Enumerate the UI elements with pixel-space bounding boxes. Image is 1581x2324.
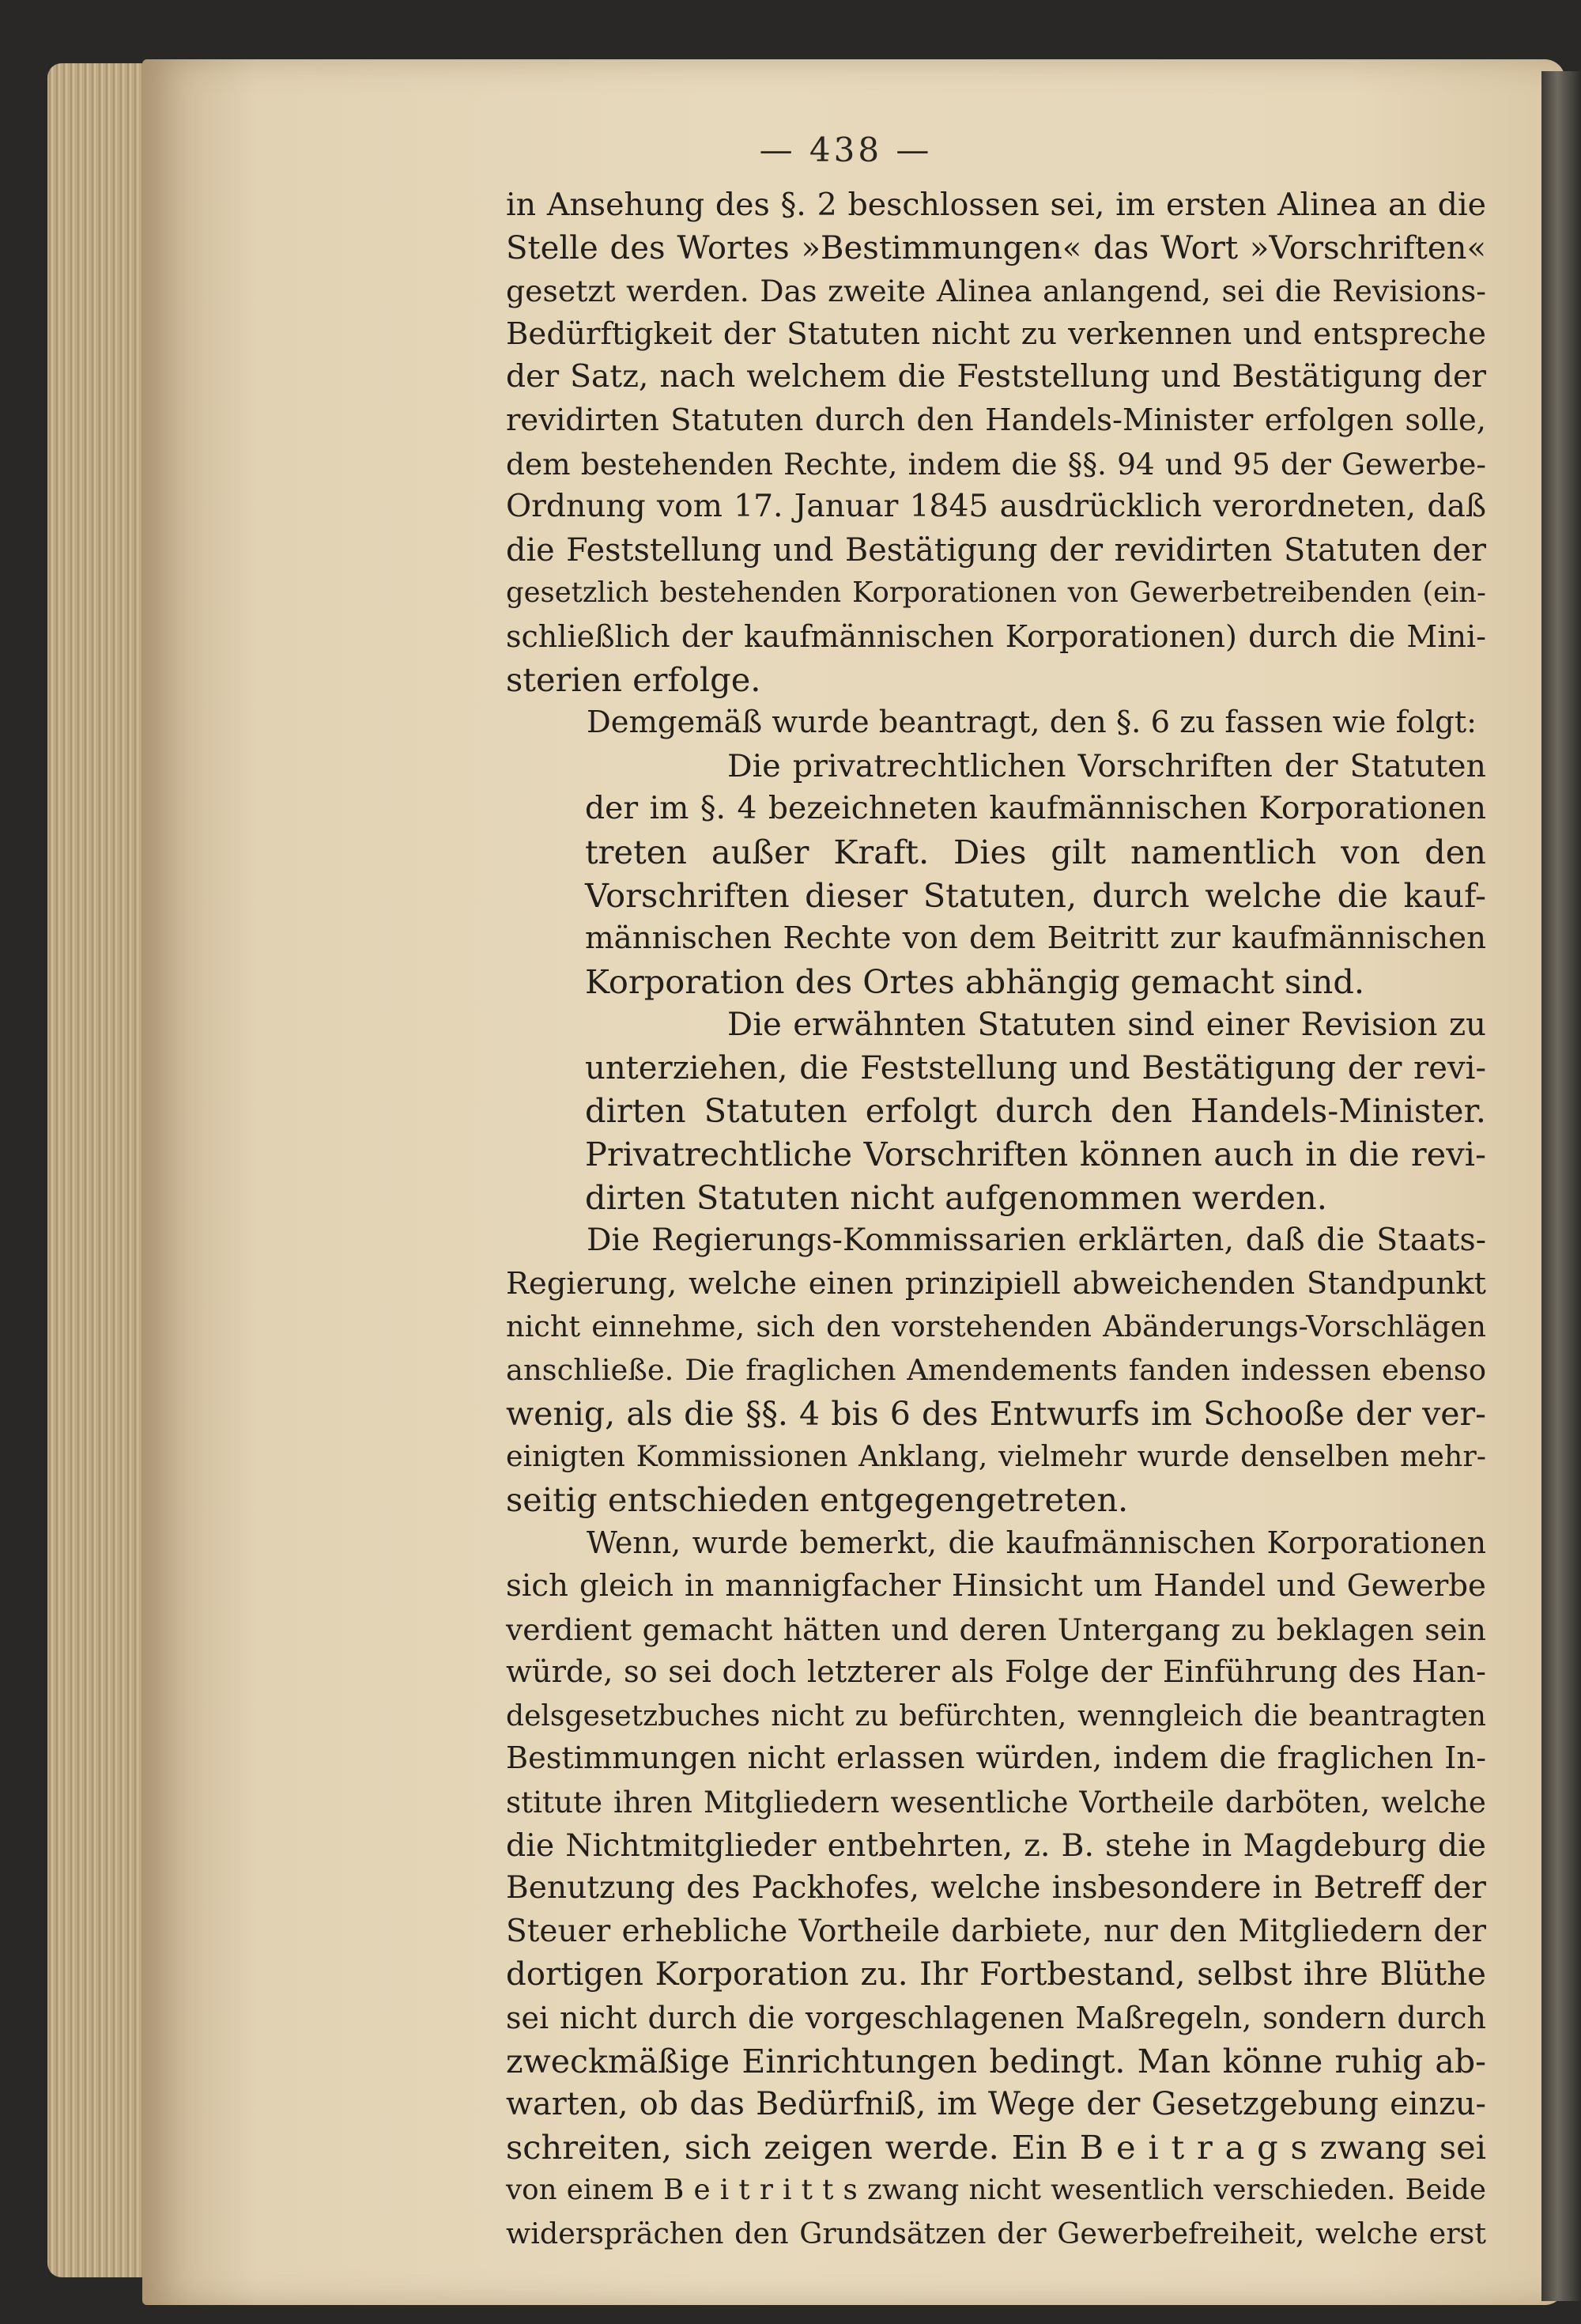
text-line: Bestimmungen nicht erlassen würden, indem die fraglichen In-	[506, 1740, 1486, 1777]
text-line: sich gleich in mannigfacher Hinsicht um Handel und Gewerbe	[506, 1568, 1486, 1604]
text-line: Regierung, welche einen prinzipiell abweichenden Standpunkt	[506, 1265, 1486, 1302]
text-line: der Satz, nach welchem die Feststellung und Bestätigung der	[506, 359, 1486, 395]
text-line: einigten Kommissionen Anklang, vielmehr wurde denselben mehr-	[506, 1439, 1486, 1474]
quoted-line: Privatrechtliche Vorschriften können auch in die revi-	[585, 1135, 1486, 1174]
text-line: Steuer erhebliche Vortheile darbiete, nur den Mitgliedern der	[506, 1913, 1486, 1949]
text-line: anschließe. Die fraglichen Amendements fanden indessen ebenso	[506, 1353, 1486, 1388]
text-line: stitute ihren Mitgliedern wesentliche Vortheile darböten, welche	[506, 1784, 1486, 1820]
body-text	[506, 183, 1486, 2256]
page-number: — 438 —	[759, 130, 933, 169]
quoted-line: dirten Statuten erfolgt durch den Handels-Minister.	[585, 1091, 1486, 1131]
quoted-line: Vorschriften dieser Statuten, durch welche die kauf-	[585, 875, 1486, 915]
paragraph-start-line: Wenn, wurde bemerkt, die kaufmännischen Korporationen	[587, 1525, 1486, 1561]
text-line: sterien erfolge.	[506, 659, 761, 699]
text-line: widersprächen den Grundsätzen der Gewerbefreiheit, welche erst	[506, 2216, 1486, 2250]
page-header	[0, 130, 1581, 169]
text-line: nicht einnehme, sich den vorstehenden Abänderungs-Vorschlägen	[506, 1309, 1486, 1344]
text-line: verdient gemacht hätten und deren Untergang zu beklagen sein	[506, 1612, 1486, 1647]
paragraph-start-line: Demgemäß wurde beantragt, den §. 6 zu fassen wie folgt:	[587, 705, 1477, 741]
text-line: gesetzlich bestehenden Korporationen von Gewerbetreibenden (ein-	[506, 576, 1486, 610]
text-line: Benutzung des Packhofes, welche insbesondere in Betreff der	[506, 1870, 1486, 1906]
text-line: schreiten, sich zeigen werde. Ein B e i t r a g s zwang sei	[506, 2127, 1486, 2167]
text-line: zweckmäßige Einrichtungen bedingt. Man könne ruhig ab-	[506, 2042, 1486, 2080]
text-line: Ordnung vom 17. Januar 1845 ausdrücklich verordneten, daß	[506, 489, 1486, 525]
quoted-line: unterziehen, die Feststellung und Bestätigung der revi-	[585, 1049, 1486, 1086]
facing-page-edge	[1541, 71, 1581, 2301]
quoted-line: der im §. 4 bezeichneten kaufmännischen Korporationen	[585, 791, 1486, 827]
text-line: die Feststellung und Bestätigung der revidirten Statuten der	[506, 531, 1486, 569]
text-line: revidirten Statuten durch den Handels-Minister erfolgen solle,	[506, 402, 1486, 438]
quoted-line: treten außer Kraft. Dies gilt namentlich von den	[585, 832, 1486, 871]
text-line: warten, ob das Bedürfniß, im Wege der Gesetzgebung einzu-	[506, 2086, 1486, 2123]
text-line: Stelle des Wortes »Bestimmungen« das Wort »Vorschriften«	[506, 229, 1486, 266]
text-line: würde, so sei doch letzterer als Folge der Einführung des Han-	[506, 1654, 1486, 1691]
text-line: die Nichtmitglieder entbehrten, z. B. stehe in Magdeburg die	[506, 1827, 1486, 1864]
text-line: von einem B e i t r i t t s zwang nicht wesentlich verschieden. Beide	[506, 2174, 1486, 2207]
quoted-line: dirten Statuten nicht aufgenommen werden.	[585, 1177, 1327, 1217]
quoted-paragraph-start: Die erwähnten Statuten sind einer Revision zu	[727, 1007, 1486, 1044]
text-line: Bedürftigkeit der Statuten nicht zu verkennen und entspreche	[506, 316, 1486, 352]
text-line: wenig, als die §§. 4 bis 6 des Entwurfs im Schooße der ver-	[506, 1394, 1486, 1433]
quoted-paragraph-start: Die privatrechtlichen Vorschriften der Statuten	[727, 747, 1486, 784]
text-line: dortigen Korporation zu. Ihr Fortbestand, selbst ihre Blüthe	[506, 1956, 1486, 1993]
text-line: schließlich der kaufmännischen Korporationen) durch die Mini-	[506, 618, 1486, 654]
text-line: in Ansehung des §. 2 beschlossen sei, im ersten Alinea an die	[506, 187, 1486, 223]
text-line: dem bestehenden Rechte, indem die §§. 94 und 95 der Gewerbe-	[506, 446, 1486, 482]
text-line: delsgesetzbuches nicht zu befürchten, wenngleich die beantragten	[506, 1699, 1486, 1733]
text-line: seitig entschieden entgegengetreten.	[506, 1479, 1129, 1519]
text-line: sei nicht durch die vorgeschlagenen Maßregeln, sondern durch	[506, 2000, 1486, 2035]
text-line: gesetzt werden. Das zweite Alinea anlangend, sei die Revisions-	[506, 274, 1486, 309]
quoted-line: Korporation des Ortes abhängig gemacht sind.	[585, 962, 1365, 1001]
book-page-edges	[47, 63, 142, 2277]
quoted-line: männischen Rechte von dem Beitritt zur kaufmännischen	[585, 920, 1486, 957]
paragraph-start-line: Die Regierungs-Kommissarien erklärten, daß die Staats-	[587, 1222, 1486, 1259]
